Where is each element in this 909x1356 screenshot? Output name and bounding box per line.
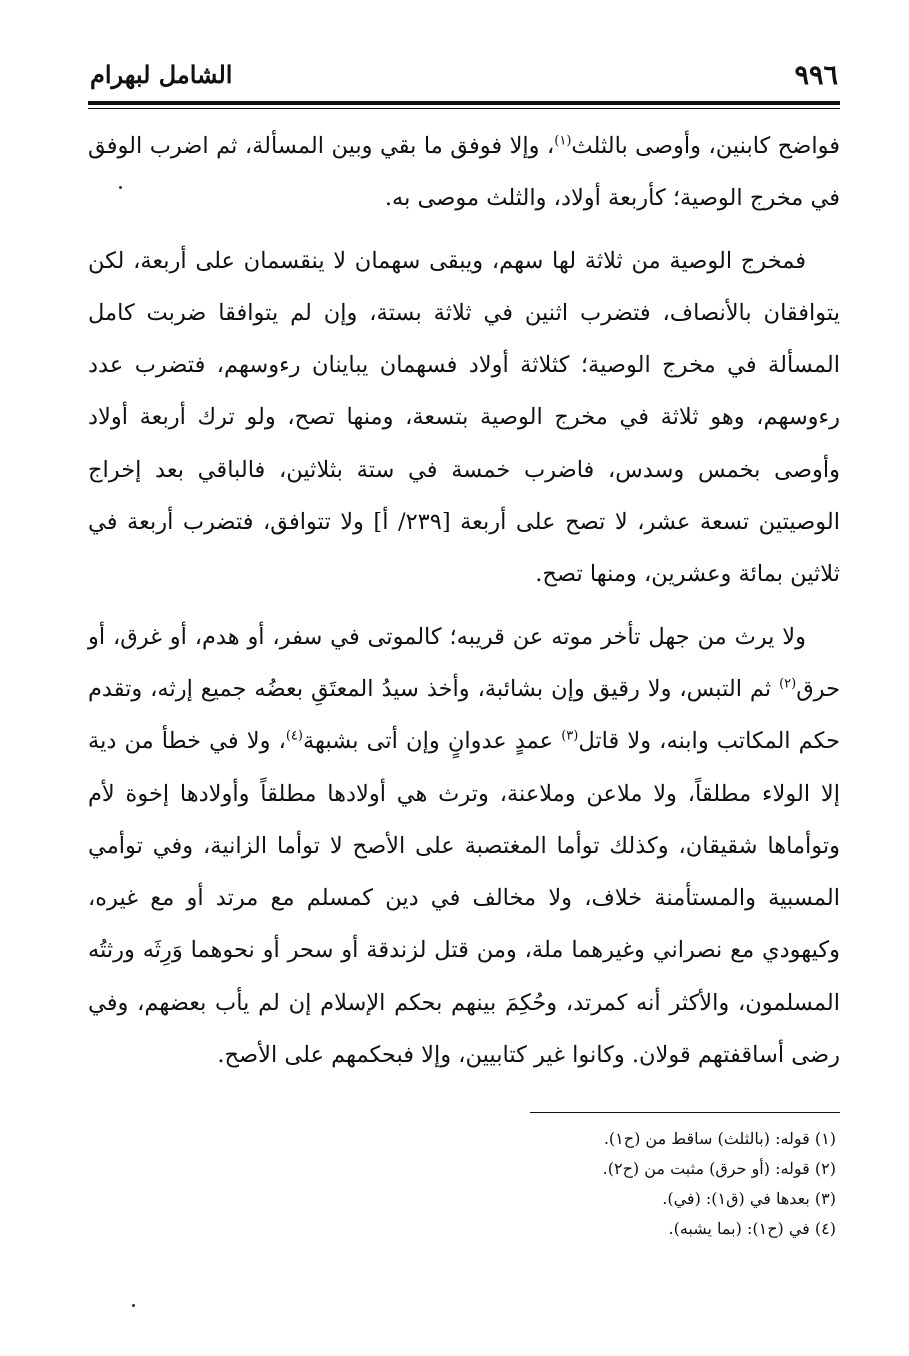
footnote-3: (٣) بعدها في (ق١): (في). [662, 1189, 836, 1208]
footnote-ref-1: (١) [554, 133, 572, 149]
footnote-ref-2: (٢) [779, 676, 797, 692]
paragraph-3 [88, 611, 840, 1082]
paragraph-1 [88, 120, 840, 225]
footnote-separator [530, 1112, 840, 1113]
header-rule-thick [88, 101, 840, 105]
footnote-1: (١) قوله: (بالثلث) ساقط من (ح١). [603, 1129, 836, 1148]
paragraph-3-part-c: عمدٍ عدوانٍ وإن أتى بشبهة [302, 728, 562, 755]
main-text [88, 120, 840, 1091]
paragraph-3-part-d: ، ولا في خطأ من دية إلا الولاء مطلقاً، ولا ملاعن وملاعنة، وترث هي أولادها مطلقاً وأولادها إخوة لأم وتوأماها شقيقان، وكذلك توأما المغتصبة على الأصح لا توأما الزانية، وفي توأمي المسبية والمستأمنة خلاف، ولا مخالف في دين كمسلم مع مرتد أو مع غيره، وكيهودي مع نصراني وغيرهما ملة، ومن قتل لزندقة أو سحر أو نحوهما وَرِثَه ورثتُه المسلمون، والأكثر أنه كمرتد، وحُكِمَ بينهم بحكم الإسلام إن لم يأب بعضهم، وفي رضى أساقفتهم قولان. وكانوا غير كتابيين، وإلا فبحكمهم على الأصح. [88, 728, 840, 1069]
footnote-2: (٢) قوله: (أو حرق) مثبت من (ح٢). [602, 1159, 836, 1178]
running-title: الشامل لبهرام [90, 60, 233, 89]
footnote-ref-4: (٤) [285, 728, 303, 744]
footnote-4: (٤) في (ح١): (بما يشبه). [668, 1219, 836, 1238]
paragraph-1-part-a: فواضح كابنين، وأوصى بالثلث [571, 133, 840, 159]
paragraph-2: فمخرج الوصية من ثلاثة لها سهم، ويبقى سهمان لا ينقسمان على أربعة، لكن يتوافقان بالأنصاف، فتضرب اثنين في ثلاثة بستة، وإن لم يتوافقا ضربت كامل المسألة في مخرج الوصية؛ كثلاثة أولاد فسهمان يباينان رءوسهم، فتضرب عدد رءوسهم، وهو ثلاثة في مخرج الوصية بتسعة، ومنها تصح، ولو ترك أربعة أولاد وأوصى بخمس وسدس، فاضرب خمسة في ستة بثلاثين، فالباقي بعد إخراج الوصيتين تسعة عشر، لا تصح على أربعة [٢٣٩/ أ] ولا تتوافق، فتضرب أربعة في ثلاثين بمائة وعشرين، ومنها تصح. [88, 247, 841, 588]
scan-speck [132, 1304, 135, 1307]
footnote-ref-3: (٣) [561, 728, 579, 744]
paragraph-3-part-a: ولا يرث من جهل تأخر موته عن قريبه؛ كالموتى في سفر، أو هدم، أو غرق، أو حرق [88, 623, 840, 702]
paragraph-1-part-b: ، وإلا فوفق ما بقي وبين المسألة، ثم اضرب الوفق في مخرج الوصية؛ كأربعة أولاد، والثلث موصى به. [88, 133, 840, 212]
header-rule-thin [88, 108, 840, 109]
footnotes [88, 1124, 836, 1244]
scan-speck [119, 186, 122, 189]
paragraph-3-part-b: ثم التبس، ولا رقيق وإن بشائبة، وأخذ سيدُ المعتَقِ بعضُه جميع إرثه، وتقدم حكم المكاتب وابنه، ولا قاتل [88, 675, 840, 755]
page-header [88, 58, 840, 98]
page-number: ٩٩٦ [794, 60, 838, 91]
